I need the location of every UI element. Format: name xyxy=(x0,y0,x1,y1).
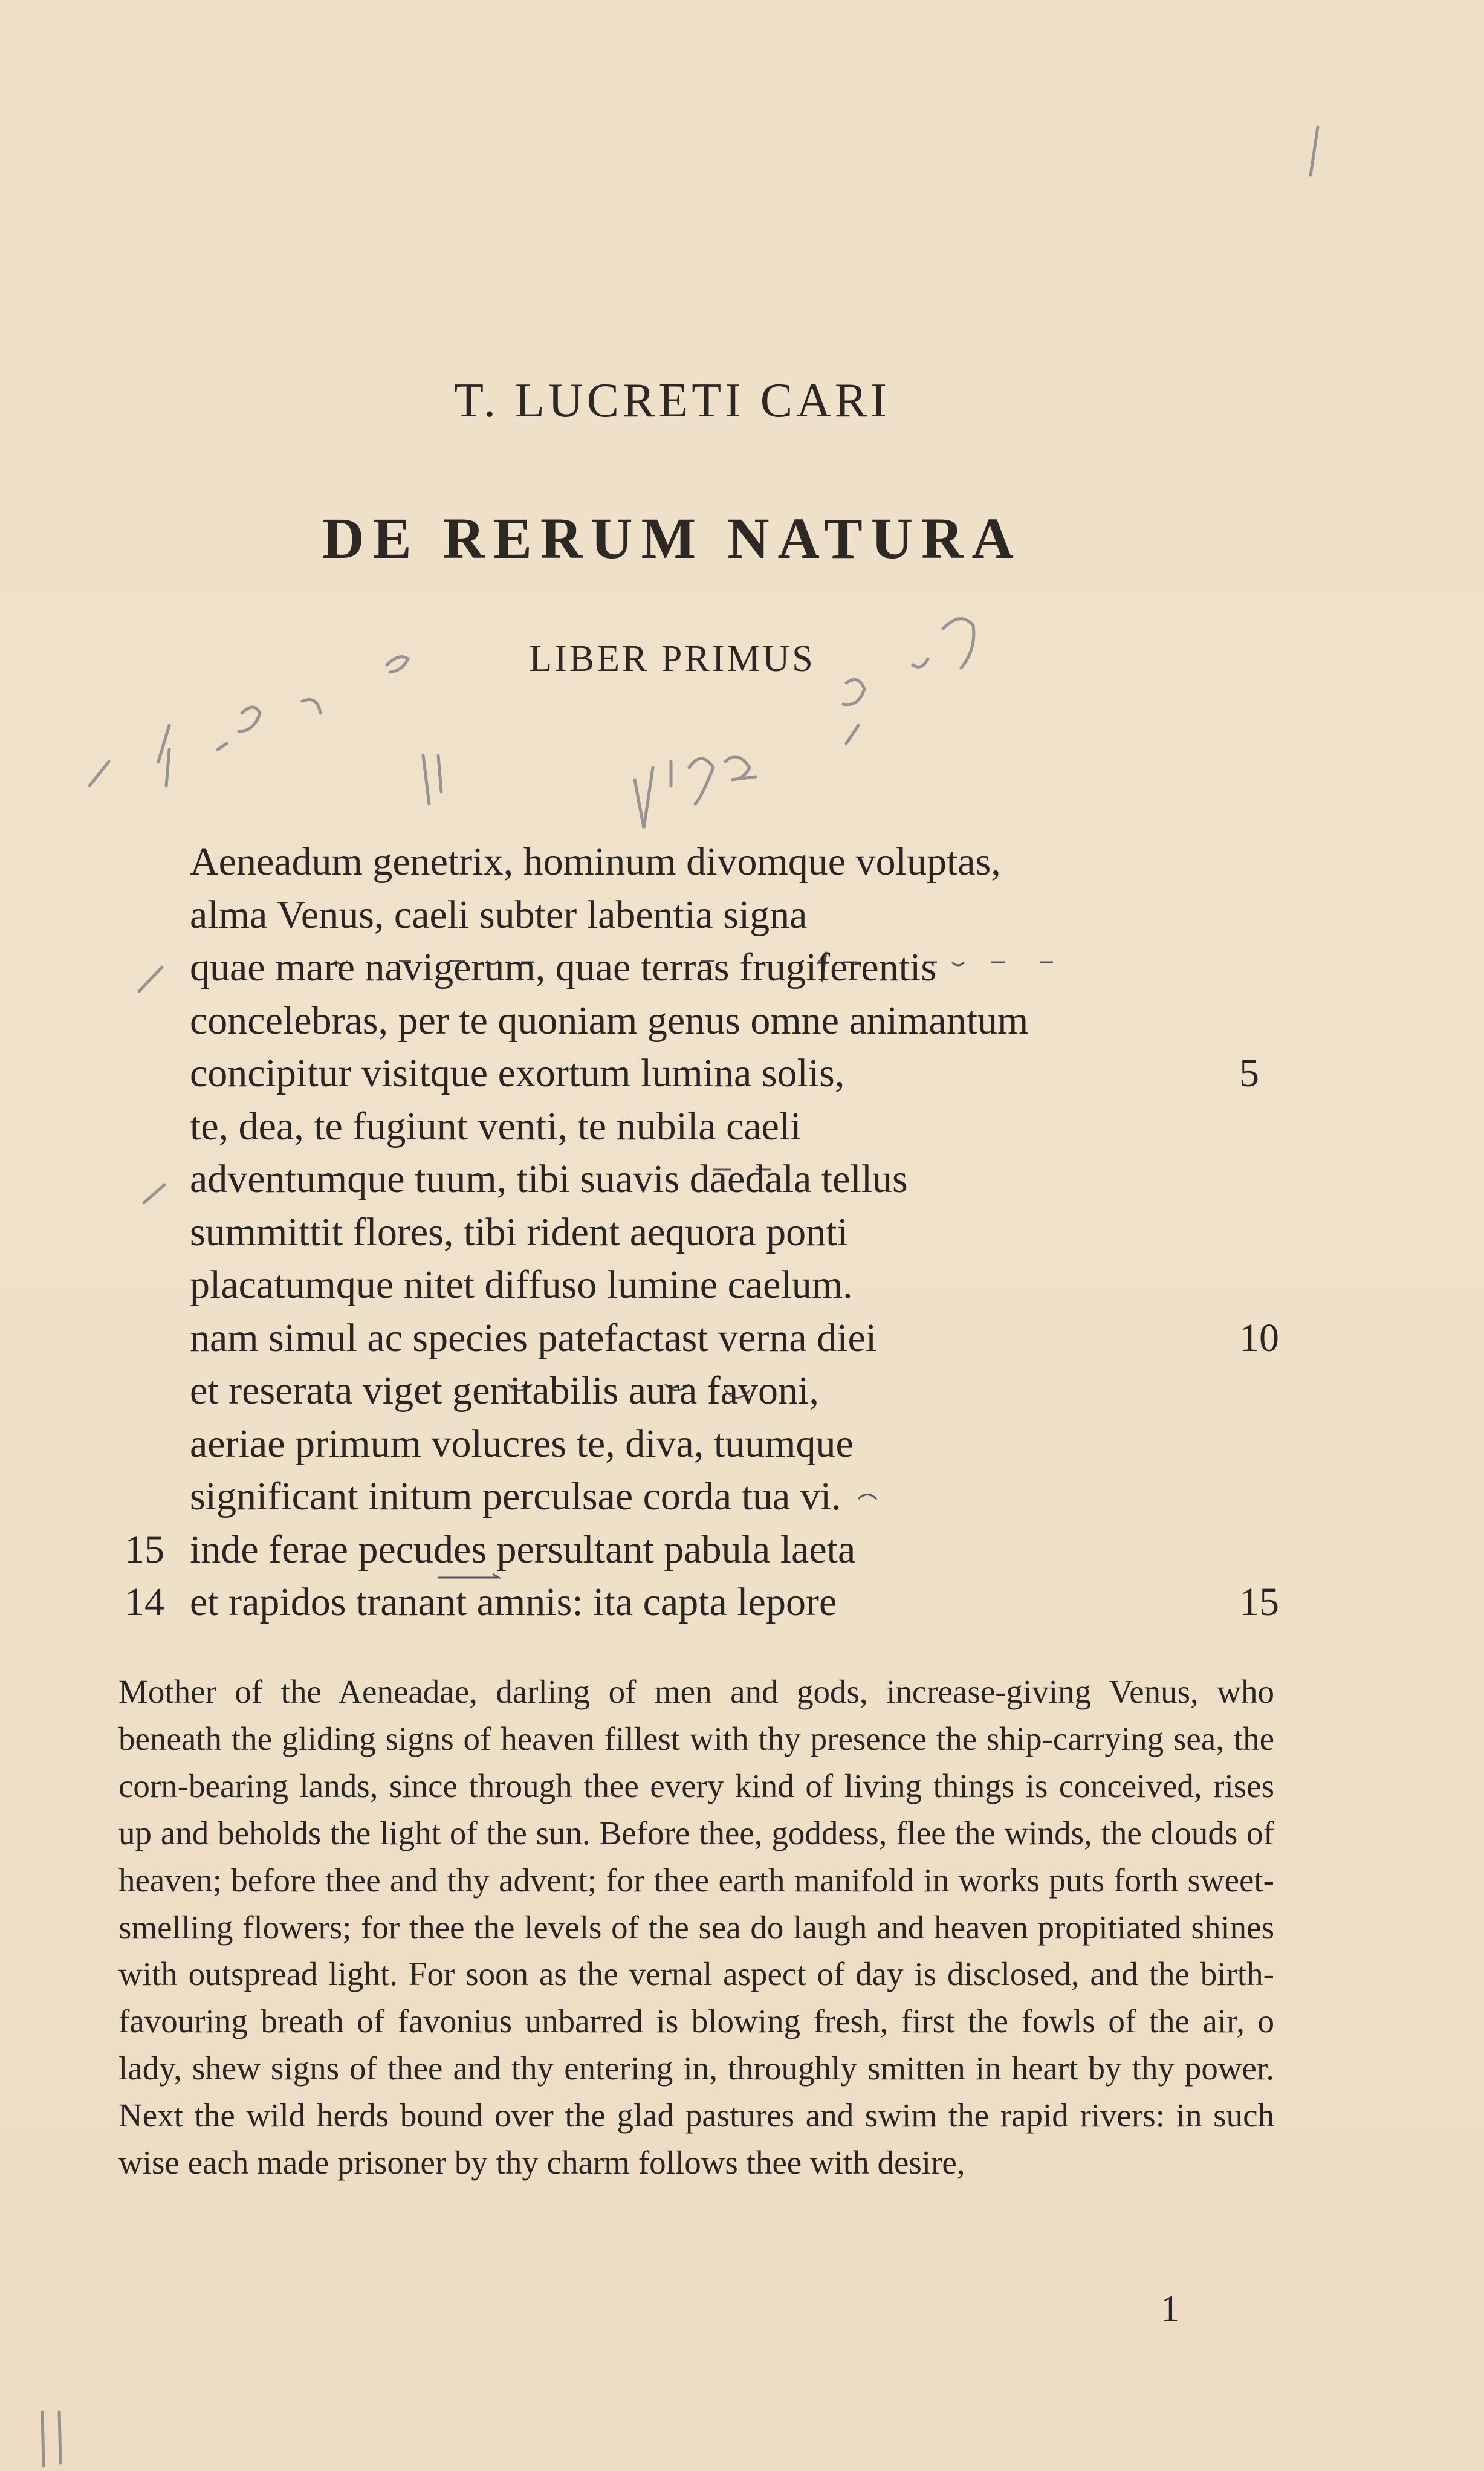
right-line-number: 5 xyxy=(1239,1051,1259,1095)
verse-line xyxy=(0,1523,1484,1576)
verse-text: adventumque tuum, tibi suavis daedala tellus xyxy=(190,1157,908,1201)
verse-text: summittit flores, tibi rident aequora ponti xyxy=(190,1210,848,1254)
work-title: DE RERUM NATURA xyxy=(322,506,1022,571)
verse-text: significant initum perculsae corda tua vi. xyxy=(190,1474,841,1518)
verse-line xyxy=(0,1364,1484,1417)
verse-text: concipitur visitque exortum lumina solis, xyxy=(190,1051,845,1095)
verse-text: inde ferae pecudes persultant pabula laeta xyxy=(190,1527,856,1572)
verse-line xyxy=(0,1153,1484,1206)
page-number: 1 xyxy=(1161,2288,1179,2330)
verse-line xyxy=(0,1100,1484,1153)
verse-text: et rapidos tranant amnis: ita capta lepore xyxy=(190,1580,837,1624)
verse-line xyxy=(0,1576,1484,1629)
verse-line xyxy=(0,994,1484,1048)
author-heading: T. LUCRETI CARI xyxy=(454,374,890,427)
verse-text: et reserata viget genitabilis aura favoni, xyxy=(190,1368,819,1413)
verse-text: quae mare navigerum, quae terras frugiferentis xyxy=(190,945,937,989)
verse-line xyxy=(0,1470,1484,1523)
verse-line xyxy=(0,1417,1484,1471)
verse-line xyxy=(0,835,1484,889)
verse-text: nam simul ac species patefactast verna diei xyxy=(190,1315,877,1360)
verse-text: concelebras, per te quoniam genus omne animantum xyxy=(190,998,1029,1043)
verse-text: aeriae primum volucres te, diva, tuumque xyxy=(190,1421,854,1466)
translation-paragraph: Mother of the Aeneadae, darling of men and gods, increase-giving Venus, who beneath the gliding signs of heaven fillest with thy presence the ship-carrying sea, the corn-bearing lands, since through thee every kind of living things is conceived, rises up and beholds the light of the sun. Before thee, goddess, flee the winds, the clouds of heaven; before thee and thy advent; for thee earth manifold in works puts forth sweet-smelling flowers; for thee the levels of the sea do laugh and heaven propitiated shines with outspread light. For soon as the vernal aspect of day is disclosed, and the birth-favouring breath of favonius unbarred is blowing fresh, first the fowls of the air, o lady, shew signs of thee and thy entering in, throughly smitten in heart by thy power. Next the wild herds bound over the glad pastures and swim the rapid rivers: in such wise each made prisoner by thy charm follows thee with desire, xyxy=(118,1673,1274,2181)
verse-text: placatumque nitet diffuso lumine caelum. xyxy=(190,1263,853,1307)
verse-line xyxy=(0,1206,1484,1259)
verse-text: alma Venus, caeli subter labentia signa xyxy=(190,892,808,937)
verse-line xyxy=(0,1312,1484,1365)
verse-line xyxy=(0,1047,1484,1100)
book-heading: LIBER PRIMUS xyxy=(529,638,815,679)
right-line-number: 15 xyxy=(1239,1580,1279,1624)
verse-text: te, dea, te fugiunt venti, te nubila caeli xyxy=(190,1104,802,1148)
verse-text: Aeneadum genetrix, hominum divomque voluptas, xyxy=(190,840,1001,884)
right-line-number: 10 xyxy=(1239,1315,1279,1360)
verse-line xyxy=(0,941,1484,994)
left-line-number: 15 xyxy=(125,1527,164,1572)
verse-line xyxy=(0,1258,1484,1312)
verse-line xyxy=(0,889,1484,942)
left-line-number: 14 xyxy=(125,1580,164,1624)
